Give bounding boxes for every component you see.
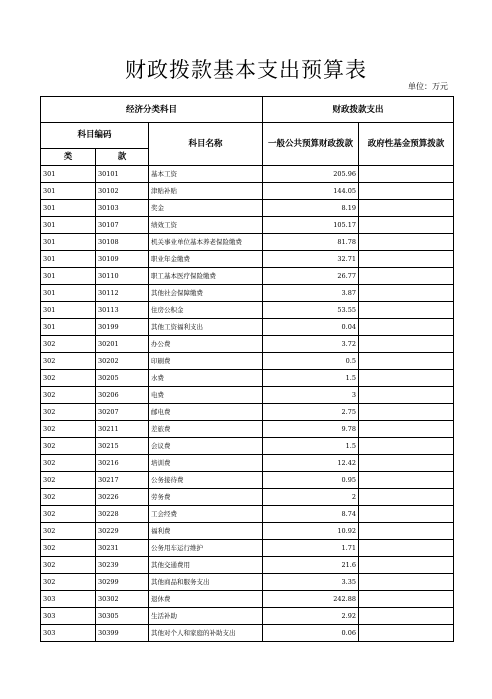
cell-kuan: 30399 [96, 625, 149, 642]
cell-kuan: 30112 [96, 285, 149, 302]
cell-lei: 301 [41, 302, 96, 319]
cell-gov-fund [359, 234, 454, 251]
cell-subject-name: 印刷费 [149, 353, 263, 370]
cell-kuan: 30201 [96, 336, 149, 353]
cell-general-budget: 1.5 [263, 370, 359, 387]
cell-kuan: 30217 [96, 472, 149, 489]
cell-general-budget: 26.77 [263, 268, 359, 285]
cell-lei: 301 [41, 285, 96, 302]
table-row [41, 319, 454, 336]
cell-lei: 301 [41, 217, 96, 234]
header-row-2 [41, 123, 454, 149]
cell-kuan: 30302 [96, 591, 149, 608]
cell-lei: 303 [41, 625, 96, 642]
cell-general-budget: 0.04 [263, 319, 359, 336]
cell-general-budget: 0.06 [263, 625, 359, 642]
cell-lei: 301 [41, 183, 96, 200]
cell-general-budget: 3.72 [263, 336, 359, 353]
cell-gov-fund [359, 540, 454, 557]
cell-subject-name: 邮电费 [149, 404, 263, 421]
table-row [41, 166, 454, 183]
cell-gov-fund [359, 523, 454, 540]
header-general-budget: 一般公共预算财政拨款 [263, 123, 359, 166]
table-row [41, 557, 454, 574]
table-row [41, 472, 454, 489]
cell-general-budget: 2.75 [263, 404, 359, 421]
cell-gov-fund [359, 404, 454, 421]
cell-subject-name: 劳务费 [149, 489, 263, 506]
cell-gov-fund [359, 285, 454, 302]
cell-general-budget: 10.92 [263, 523, 359, 540]
table-row [41, 625, 454, 642]
cell-lei: 302 [41, 370, 96, 387]
cell-subject-name: 退休费 [149, 591, 263, 608]
cell-gov-fund [359, 268, 454, 285]
cell-lei: 302 [41, 472, 96, 489]
cell-general-budget: 1.71 [263, 540, 359, 557]
cell-general-budget: 1.5 [263, 438, 359, 455]
cell-gov-fund [359, 472, 454, 489]
cell-gov-fund [359, 336, 454, 353]
cell-lei: 303 [41, 608, 96, 625]
cell-lei: 302 [41, 438, 96, 455]
cell-subject-name: 绩效工资 [149, 217, 263, 234]
cell-subject-name: 奖金 [149, 200, 263, 217]
table-row [41, 268, 454, 285]
table-row [41, 183, 454, 200]
cell-subject-name: 住房公积金 [149, 302, 263, 319]
cell-lei: 302 [41, 387, 96, 404]
cell-kuan: 30102 [96, 183, 149, 200]
cell-subject-name: 其他商品和服务支出 [149, 574, 263, 591]
cell-subject-name: 基本工资 [149, 166, 263, 183]
cell-subject-name: 电费 [149, 387, 263, 404]
cell-lei: 301 [41, 319, 96, 336]
cell-general-budget: 105.17 [263, 217, 359, 234]
cell-subject-name: 其他对个人和家庭的补助支出 [149, 625, 263, 642]
header-econ-class: 经济分类科目 [41, 97, 263, 123]
cell-subject-name: 会议费 [149, 438, 263, 455]
cell-subject-name: 其他社会保障缴费 [149, 285, 263, 302]
cell-lei: 302 [41, 353, 96, 370]
cell-general-budget: 2 [263, 489, 359, 506]
cell-subject-name: 其他工资福利支出 [149, 319, 263, 336]
cell-gov-fund [359, 166, 454, 183]
cell-general-budget: 53.55 [263, 302, 359, 319]
cell-general-budget: 3 [263, 387, 359, 404]
cell-lei: 301 [41, 234, 96, 251]
cell-lei: 302 [41, 523, 96, 540]
cell-kuan: 30226 [96, 489, 149, 506]
cell-subject-name: 公务用车运行维护 [149, 540, 263, 557]
table-row [41, 251, 454, 268]
cell-lei: 302 [41, 574, 96, 591]
cell-general-budget: 242.88 [263, 591, 359, 608]
cell-kuan: 30207 [96, 404, 149, 421]
cell-general-budget: 144.05 [263, 183, 359, 200]
cell-general-budget: 8.19 [263, 200, 359, 217]
cell-kuan: 30231 [96, 540, 149, 557]
table-row [41, 387, 454, 404]
cell-general-budget: 205.96 [263, 166, 359, 183]
cell-subject-name: 生活补助 [149, 608, 263, 625]
cell-gov-fund [359, 370, 454, 387]
cell-subject-name: 水费 [149, 370, 263, 387]
table-row [41, 421, 454, 438]
cell-kuan: 30199 [96, 319, 149, 336]
cell-kuan: 30299 [96, 574, 149, 591]
cell-kuan: 30239 [96, 557, 149, 574]
cell-gov-fund [359, 200, 454, 217]
cell-gov-fund [359, 455, 454, 472]
table-row [41, 608, 454, 625]
cell-general-budget: 2.92 [263, 608, 359, 625]
cell-kuan: 30101 [96, 166, 149, 183]
cell-lei: 302 [41, 557, 96, 574]
cell-subject-name: 办公费 [149, 336, 263, 353]
cell-lei: 302 [41, 455, 96, 472]
table-row [41, 489, 454, 506]
cell-subject-name: 职业年金缴费 [149, 251, 263, 268]
cell-gov-fund [359, 421, 454, 438]
cell-lei: 302 [41, 336, 96, 353]
cell-lei: 302 [41, 506, 96, 523]
cell-lei: 301 [41, 268, 96, 285]
cell-general-budget: 0.5 [263, 353, 359, 370]
cell-subject-name: 津贴补贴 [149, 183, 263, 200]
cell-subject-name: 福利费 [149, 523, 263, 540]
cell-subject-name: 工会经费 [149, 506, 263, 523]
table-row [41, 336, 454, 353]
header-fiscal-expense: 财政拨款支出 [263, 97, 454, 123]
cell-general-budget: 81.78 [263, 234, 359, 251]
cell-kuan: 30108 [96, 234, 149, 251]
cell-gov-fund [359, 217, 454, 234]
budget-table-body [41, 97, 454, 642]
cell-lei: 301 [41, 251, 96, 268]
table-row [41, 574, 454, 591]
cell-subject-name: 职工基本医疗保险缴费 [149, 268, 263, 285]
cell-kuan: 30206 [96, 387, 149, 404]
cell-kuan: 30202 [96, 353, 149, 370]
cell-general-budget: 21.6 [263, 557, 359, 574]
cell-kuan: 30229 [96, 523, 149, 540]
budget-table [40, 96, 454, 642]
cell-general-budget: 8.74 [263, 506, 359, 523]
cell-kuan: 30103 [96, 200, 149, 217]
cell-general-budget: 0.95 [263, 472, 359, 489]
cell-kuan: 30216 [96, 455, 149, 472]
cell-general-budget: 32.71 [263, 251, 359, 268]
table-row [41, 591, 454, 608]
cell-gov-fund [359, 251, 454, 268]
header-gov-fund: 政府性基金预算拨款 [359, 123, 454, 166]
table-row [41, 540, 454, 557]
cell-kuan: 30305 [96, 608, 149, 625]
table-row [41, 234, 454, 251]
table-row [41, 370, 454, 387]
header-lei: 类 [41, 149, 96, 166]
cell-general-budget: 3.87 [263, 285, 359, 302]
cell-kuan: 30107 [96, 217, 149, 234]
cell-lei: 302 [41, 489, 96, 506]
cell-gov-fund [359, 506, 454, 523]
table-row [41, 217, 454, 234]
page-title: 财政拨款基本支出预算表 [125, 58, 367, 82]
cell-kuan: 30109 [96, 251, 149, 268]
cell-kuan: 30215 [96, 438, 149, 455]
table-row [41, 438, 454, 455]
cell-subject-name: 其他交通费用 [149, 557, 263, 574]
cell-gov-fund [359, 319, 454, 336]
cell-subject-name: 公务接待费 [149, 472, 263, 489]
table-row [41, 200, 454, 217]
unit-label: 单位：万元 [408, 82, 448, 91]
cell-gov-fund [359, 625, 454, 642]
cell-kuan: 30205 [96, 370, 149, 387]
cell-lei: 303 [41, 591, 96, 608]
cell-kuan: 30228 [96, 506, 149, 523]
header-subject-name: 科目名称 [149, 123, 263, 166]
cell-lei: 301 [41, 166, 96, 183]
cell-gov-fund [359, 591, 454, 608]
header-subject-code: 科目编码 [41, 123, 149, 149]
cell-gov-fund [359, 438, 454, 455]
cell-general-budget: 3.35 [263, 574, 359, 591]
table-row [41, 302, 454, 319]
cell-gov-fund [359, 353, 454, 370]
cell-subject-name: 机关事业单位基本养老保险缴费 [149, 234, 263, 251]
cell-gov-fund [359, 608, 454, 625]
cell-subject-name: 差旅费 [149, 421, 263, 438]
table-row [41, 353, 454, 370]
cell-gov-fund [359, 489, 454, 506]
cell-kuan: 30110 [96, 268, 149, 285]
cell-lei: 301 [41, 200, 96, 217]
cell-gov-fund [359, 302, 454, 319]
table-row [41, 285, 454, 302]
cell-lei: 302 [41, 540, 96, 557]
cell-gov-fund [359, 557, 454, 574]
cell-general-budget: 12.42 [263, 455, 359, 472]
table-row [41, 523, 454, 540]
cell-subject-name: 培训费 [149, 455, 263, 472]
cell-kuan: 30211 [96, 421, 149, 438]
cell-lei: 302 [41, 421, 96, 438]
cell-kuan: 30113 [96, 302, 149, 319]
table-row [41, 404, 454, 421]
cell-general-budget: 9.78 [263, 421, 359, 438]
header-kuan: 款 [96, 149, 149, 166]
cell-gov-fund [359, 387, 454, 404]
table-row [41, 455, 454, 472]
table-row [41, 506, 454, 523]
cell-gov-fund [359, 183, 454, 200]
header-row-1 [41, 97, 454, 123]
cell-lei: 302 [41, 404, 96, 421]
cell-gov-fund [359, 574, 454, 591]
